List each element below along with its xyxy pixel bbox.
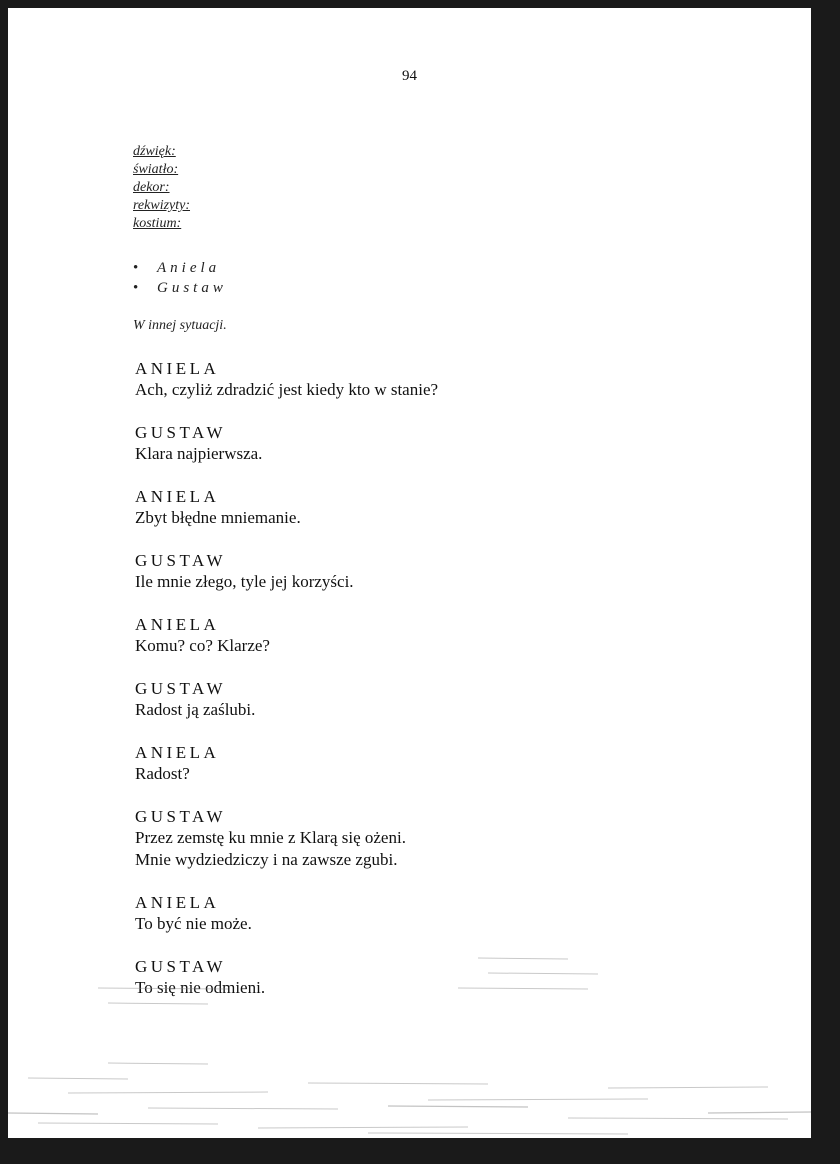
dialogue-line: Klara najpierwsza. [135, 444, 263, 463]
dialogue-block [135, 678, 438, 721]
bullet-icon: • [133, 280, 139, 296]
production-notes [133, 143, 190, 233]
sound-label: dźwięk: [133, 144, 176, 159]
cast-item [133, 278, 227, 298]
props-label: rekwizyty: [133, 198, 191, 213]
dialogue-line: Mnie wydziedziczy i na zawsze zgubi. [135, 850, 398, 869]
dialogue-line: To się nie odmieni. [135, 978, 266, 997]
cast-name: Gustaw [157, 280, 227, 296]
dialogue-block [135, 422, 438, 465]
stage-direction: W innej sytuacji. [133, 318, 227, 333]
dialogue-line: Zbyt błędne mniemanie. [135, 508, 301, 527]
costume-label: kostium: [133, 216, 182, 231]
speaker-name: GUSTAW [135, 957, 226, 976]
set-label: dekor: [133, 180, 170, 195]
document-page [8, 8, 811, 1138]
dialogue-block [135, 550, 438, 593]
speaker-name: GUSTAW [135, 551, 226, 570]
dialogue-line: Radost? [135, 764, 190, 783]
dialogue-line: To być nie może. [135, 914, 252, 933]
dialogue [135, 358, 438, 1020]
speaker-name: ANIELA [135, 893, 220, 912]
page-number: 94 [402, 68, 417, 84]
cast-list [133, 258, 227, 298]
dialogue-block [135, 956, 438, 999]
speaker-name: ANIELA [135, 487, 220, 506]
dialogue-line: Radost ją zaślubi. [135, 700, 256, 719]
lighting-label: światło: [133, 162, 179, 177]
speaker-name: GUSTAW [135, 807, 226, 826]
speaker-name: GUSTAW [135, 423, 226, 442]
dialogue-block [135, 892, 438, 935]
speaker-name: ANIELA [135, 743, 220, 762]
dialogue-block [135, 614, 438, 657]
dialogue-line: Ach, czyliż zdradzić jest kiedy kto w stanie? [135, 380, 439, 399]
dialogue-line: Ile mnie złego, tyle jej korzyści. [135, 572, 354, 591]
cast-item [133, 258, 227, 278]
speaker-name: ANIELA [135, 359, 220, 378]
dialogue-block [135, 806, 438, 871]
speaker-name: GUSTAW [135, 679, 226, 698]
dialogue-block [135, 742, 438, 785]
dialogue-block [135, 486, 438, 529]
bullet-icon: • [133, 260, 139, 276]
dialogue-block [135, 358, 438, 401]
dialogue-line: Komu? co? Klarze? [135, 636, 270, 655]
speaker-name: ANIELA [135, 615, 220, 634]
dialogue-line: Przez zemstę ku mnie z Klarą się ożeni. [135, 828, 406, 847]
cast-name: Aniela [157, 260, 221, 276]
